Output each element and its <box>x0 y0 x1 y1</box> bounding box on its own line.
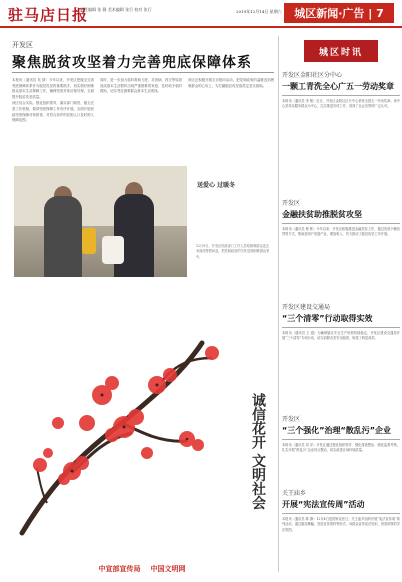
ad-calligraphy: 诚信花开 文明社会 <box>250 393 266 510</box>
public-service-ad <box>12 303 272 561</box>
right-article-title: 金融扶贫助推脱贫攻坚 <box>282 210 362 219</box>
right-article-tag: 开发区 <box>282 416 301 423</box>
right-article-title: 开展“宪法宣传周”活动 <box>282 500 365 509</box>
lead-photo <box>14 166 187 277</box>
lead-article-tag: 开发区 <box>12 41 33 49</box>
editor-credits: 责任编辑 张 静 美术编辑 张行 校对 张行 <box>80 7 152 12</box>
section-title: 城区新闻·广告 | 7 <box>284 3 394 23</box>
lead-column-3: 该区还积极开展走访慰问活动，把党和政府的温暖送到困难群众的心坎上，为打赢脱贫攻坚战奠定坚实基础。 <box>188 78 274 88</box>
newspaper-logo: 驻马店日报 <box>8 6 89 24</box>
right-article-body: 本报讯（通讯员 程 彬）今年以来，开发区积极推进金融扶贫工作，通过发放小额信贷等方式，帮助贫困户发展产业，增加收入，有力推动了脱贫攻坚工作开展。 <box>282 227 400 237</box>
right-banner <box>282 40 400 62</box>
right-article-2 <box>282 198 400 298</box>
right-article-5 <box>282 488 400 574</box>
right-article-title: “三个强化”治理“散乱污”企业 <box>282 426 392 435</box>
right-article-title: “三个清零”行动取得实效 <box>282 314 373 323</box>
masthead <box>0 0 402 30</box>
ad-sponsors <box>12 563 272 575</box>
lead-title-rule <box>12 72 274 73</box>
right-article-tag: 关王庙乡 <box>282 490 307 497</box>
issue-date: 2019年12月14日 星期六 <box>236 9 282 14</box>
right-article-body: 本报讯（通讯员 陈 静）12月4日是国家宪法日，关王庙乡组织开展“宪法宣传周”系列活动，通过悬挂横幅、发放宣传资料等形式，向群众宣传宪法知识，营造浓厚的学法氛围。 <box>282 517 400 532</box>
right-article-3 <box>282 302 400 410</box>
right-article-title: 一颗工青洗全心广五一劳动奖章 <box>282 82 394 91</box>
right-banner-title: 城区时讯 <box>304 40 378 62</box>
lead-column-1: 本报讯（通讯员 吴 倩）今年以来，开发区把健全完善兜底保障体系作为脱贫攻坚的重要抓手，切实做好困难群众基本生活保障工作，确保兜底对象应保尽保，全面提升脱贫攻坚质量。 该区结合实际，强化组织领导，落实部门职责，健全完善工作机制，做到兜底保障工作有序开展。全面开展民政兜底保障对象排查，对符合条件的贫困人口及时纳入保障范围。 <box>12 78 94 123</box>
right-article-1 <box>282 70 400 194</box>
lead-article-title: 聚焦脱贫攻坚着力完善兜底保障体系 <box>12 55 252 71</box>
sponsor-right: 中国文明网 <box>150 565 186 573</box>
lead-column-2: 同时，进一步加大临时救助力度，对因病、因灾等原因造成基本生活暂时出现严重困难的家庭，及时给予临时救助，切实兜住困难群众基本生活底线。 <box>100 78 182 94</box>
right-article-tag: 开发区金阳社区分中心 <box>282 72 343 79</box>
right-article-body: 本报讯（通讯员 李 敏）近日，开发区金阳社区分中心荣获全国五一劳动奖章。该中心坚持以服务群众为中心，扎实推进各项工作，得到了社会各界的广泛认可。 <box>282 99 400 109</box>
pull-quote: 送爱心 过暖冬 <box>197 182 236 189</box>
right-article-4 <box>282 414 400 484</box>
right-article-tag: 开发区建设交通局 <box>282 304 331 311</box>
photo-caption: 12月9日，开发区民政部门工作人员给困难群众送去米面油等慰问品，把党和政府的关怀送到困难群众家中。 <box>196 244 270 259</box>
right-article-body: 本报讯（通讯员 王 超）为确保辖区安全生产形势持续稳定，开发区建设交通局开展“三个清零”专项行动，切实消除各类安全隐患，取得了明显成效。 <box>282 331 400 341</box>
sponsor-left: 中宣部宣传局 <box>98 565 141 573</box>
column-separator <box>278 36 279 572</box>
right-news-column <box>282 28 400 576</box>
right-article-body: 本报讯（通讯员 刘 洋）开发区通过强化组织领导、强化排查整治、强化监督考核，扎实开展“散乱污”企业综合整治，切实改善区域环境质量。 <box>282 443 400 453</box>
right-article-tag: 开发区 <box>282 200 301 207</box>
